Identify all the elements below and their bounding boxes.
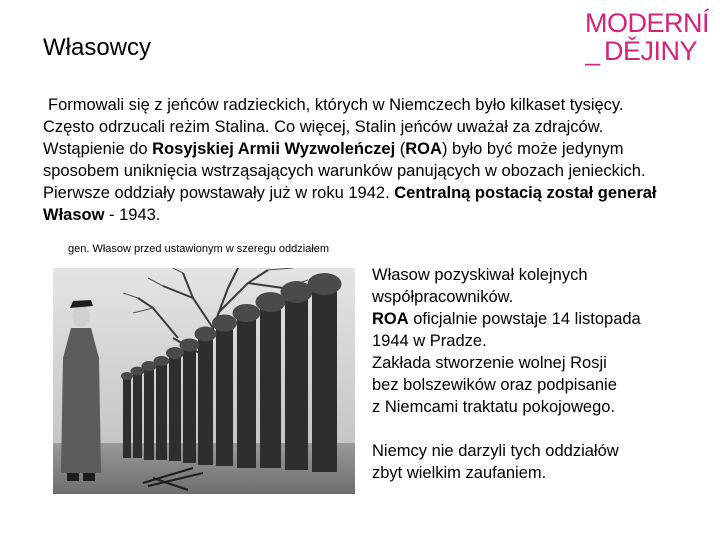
photo-illustration	[53, 268, 355, 494]
side-line: 1944 w Pradze.	[372, 332, 487, 350]
side-text	[372, 264, 712, 484]
side-line: zbyt wielkim zaufaniem.	[372, 464, 547, 482]
central-figure-text: Centralną postacią został generał	[394, 184, 657, 202]
intro-line: Pierwsze oddziały powstawały już w roku 1942. Centralną postacią został generał	[43, 184, 657, 202]
intro-paragraph	[43, 94, 715, 226]
intro-line: Wstąpienie do Rosyjskiej Armii Wyzwoleńczej (ROA) było być może jedynym	[43, 140, 624, 158]
logo-underscore: _	[585, 36, 600, 66]
slide-title: Własowcy	[43, 34, 152, 61]
roa-abbreviation: ROA	[405, 140, 442, 158]
roa-abbreviation: ROA	[372, 310, 409, 328]
side-line: Zakłada stworzenie wolnej Rosji	[372, 354, 607, 372]
moderni-dejiny-logo	[585, 6, 715, 68]
intro-line: sposobem uniknięcia wstrząsających warunków panujących w obozach jenieckich.	[43, 162, 646, 180]
photo-caption: gen. Własow przed ustawionym w szeregu oddziałem	[68, 243, 330, 255]
wlasow-name: Własow	[43, 206, 105, 224]
side-line: z Niemcami traktatu pokojowego.	[372, 398, 616, 416]
intro-line: Formowali się z jeńców radzieckich, których w Niemczech było kilkaset tysięcy.	[48, 96, 624, 114]
side-line: Własow pozyskiwał kolejnych	[372, 266, 588, 284]
side-line: bez bolszewików oraz podpisanie	[372, 376, 617, 394]
side-line: współpracowników.	[372, 288, 514, 306]
intro-line: Własow - 1943.	[43, 206, 161, 224]
side-line: ROA oficjalnie powstaje 14 listopada	[372, 310, 641, 328]
side-line: Niemcy nie darzyli tych oddziałów	[372, 442, 619, 460]
roa-full-name: Rosyjskiej Armii Wyzwoleńczej	[152, 140, 396, 158]
logo-line-1: MODERNÍ	[585, 8, 709, 38]
historical-photo	[53, 268, 355, 494]
intro-line: Często odrzucali reżim Stalina. Co więcej, Stalin jeńców uważał za zdrajców.	[43, 118, 604, 136]
logo-line-2: DĚJINY	[604, 36, 698, 66]
